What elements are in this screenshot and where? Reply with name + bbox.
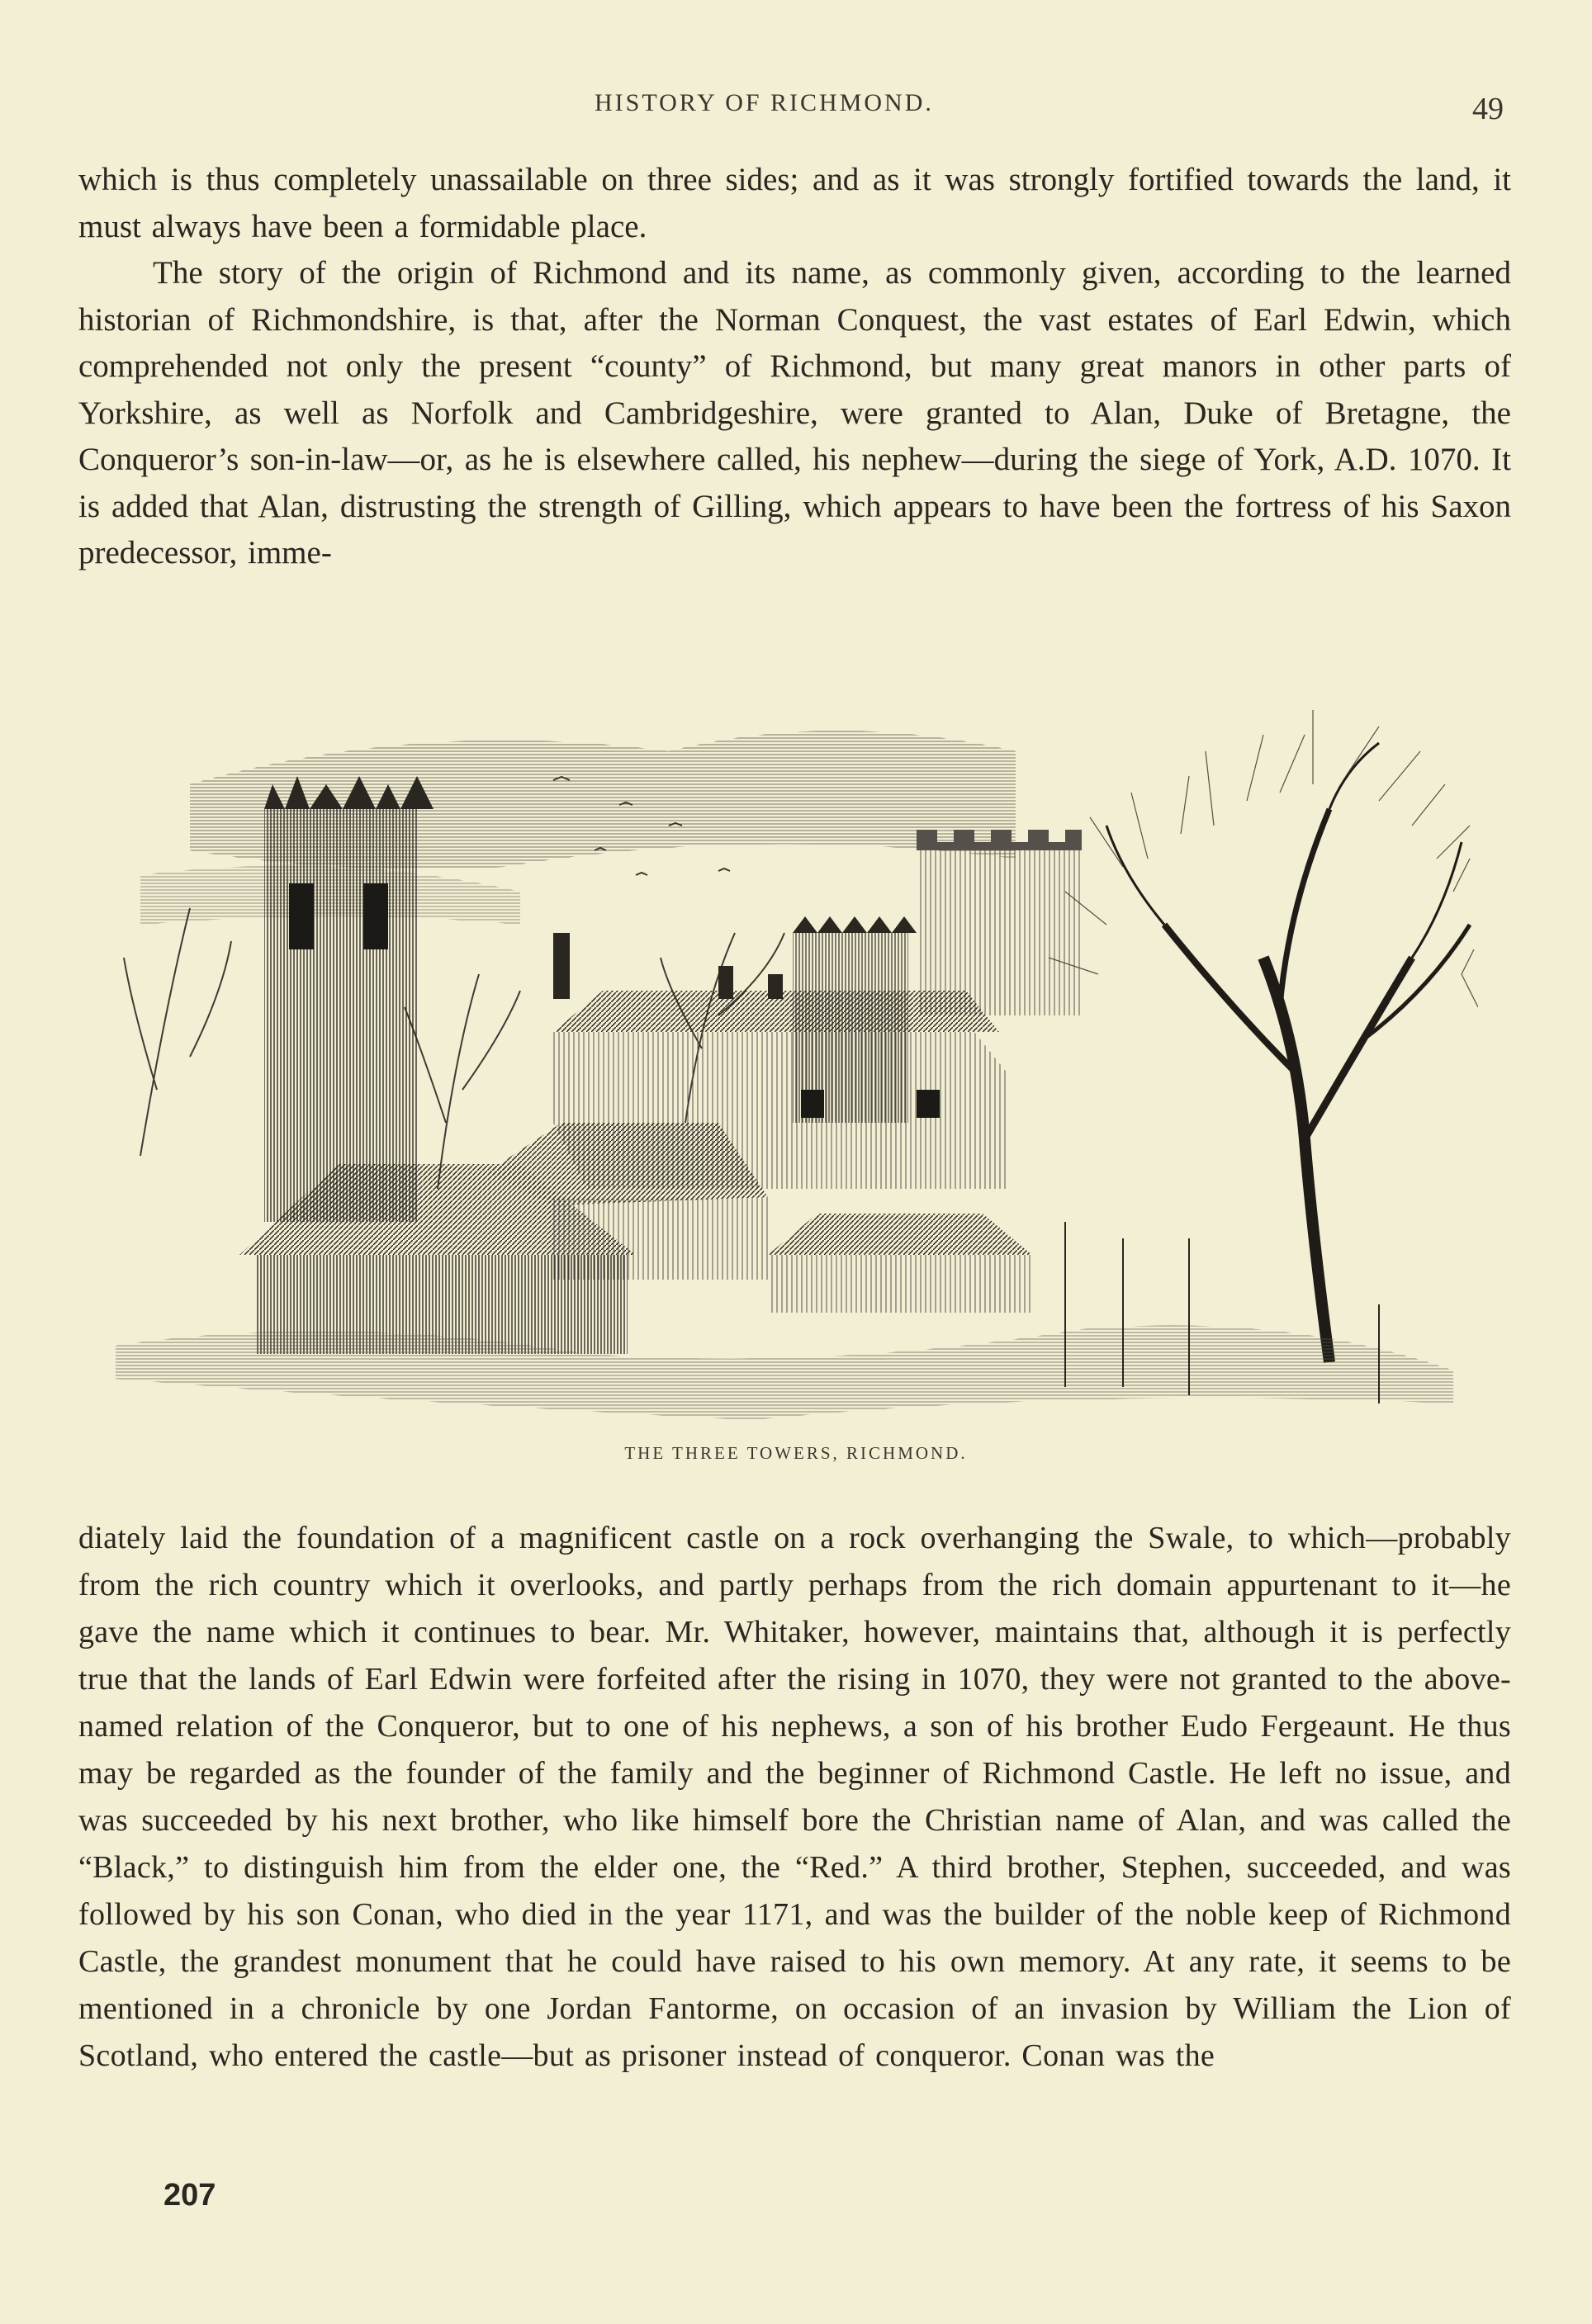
three-towers-engraving (91, 660, 1478, 1437)
figure-caption: THE THREE TOWERS, RICHMOND. (624, 1443, 968, 1463)
paragraph: diately laid the foundation of a magnificent castle on a rock overhanging the Swale, to which—probably from the rich country which it overlooks, and partly perhaps from the rich domain appurtenant to it—he gave the name which it continues to bear. Mr. Whitaker, however, maintains that, although it is perfectly true that the lands of Earl Edwin were forfeited after the rising in 1070, they were not granted to the above-named relation of the Conqueror, but to one of his nephews, a son of his brother Eudo Fergeaunt. He thus may be regarded as the founder of the family and the beginner of Richmond Castle. He left no issue, and was succeeded by his next brother, who like himself bore the Christian name of Alan, and was called the “Black,” to distinguish him from the elder one, the “Red.” A third brother, Stephen, succeeded, and was followed by his son Conan, who died in the year 1171, and was the builder of the noble keep of Richmond Castle, the grandest monument that he could have raised to his own memory. At any rate, it seems to be mentioned in a chronicle by one Jordan Fantorme, on occasion of an invasion by William the Lion of Scotland, who entered the castle—but as prisoner instead of conqueror. Conan was the (78, 1521, 1511, 2073)
paragraph: which is thus completely unassailable on three sides; and as it was strongly fortified towards the land, it must always have been a formidable place. (78, 162, 1511, 244)
text-block-top (78, 157, 1511, 577)
signature-mark: 207 (163, 2178, 216, 2213)
engraving-illustration (91, 660, 1478, 1437)
running-title: HISTORY OF RICHMOND. (595, 89, 934, 116)
page-header (0, 83, 1592, 132)
text-block-bottom (78, 1515, 1511, 2080)
page-number: 49 (1472, 92, 1504, 126)
paragraph: The story of the origin of Richmond and its name, as commonly given, according to the learned historian of Richmondshire, is that, after the Norman Conquest, the vast estates of Earl Edwin, which comprehended not only the present “county” of Richmond, but many great manors in other parts of Yorkshire, as well as Norfolk and Cambridgeshire, were granted to Alan, Duke of Bretagne, the Conqueror’s son-in-law—or, as he is elsewhere called, his nephew—during the siege of York, A.D. 1070. It is added that Alan, distrusting the strength of Gilling, which appears to have been the fortress of his Saxon predecessor, imme- (78, 255, 1511, 570)
